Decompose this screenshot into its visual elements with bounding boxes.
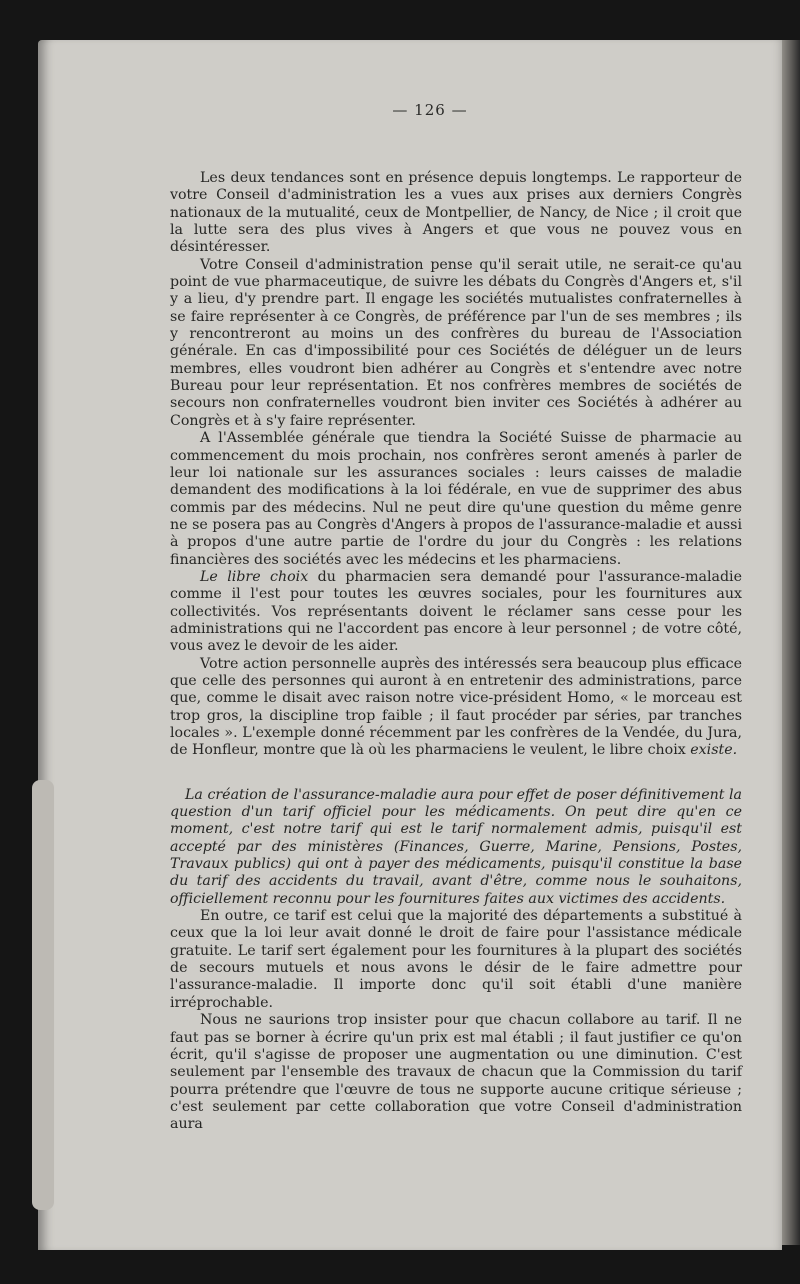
page-header (0, 101, 800, 119)
paper-damage (32, 780, 54, 1210)
paragraph-libre-choix (170, 569, 742, 656)
page-number: — 126 — (392, 101, 468, 119)
paragraph-text: Votre action personnelle auprès des intéressés sera beaucoup plus efficace que celle des personnes qui auront à en entretenir des administrations, parce que, comme le disait avec raison notre vice-président Homo, « le morceau est trop gros, la discipline trop faible ; il faut procéder par séries, par tranches locales ». L'exemple donné récemment par les confrères de la Vendée, du Jura, de Honfleur, montre que là où les pharmaciens le veulent, le libre choix (170, 655, 742, 759)
paragraph: A l'Assemblée générale que tiendra la Société Suisse de pharmacie au commencement du mois prochain, nos confrères seront amenés à parler de leur loi nationale sur les assurances sociales : leurs caisses de maladie demandent des modifications à la loi fédérale, en vue de supprimer des abus commis par des médecins. Nul ne peut dire qu'une question du même genre ne se posera pas au Congrès d'Angers à propos de l'assurance-maladie et aussi à propos d'une autre partie de l'ordre du jour du Congrès : les relations financières des sociétés avec les médecins et les pharmaciens. (170, 430, 742, 568)
emphasis: existe. (690, 742, 738, 759)
book-edge (780, 40, 800, 1245)
body-text (170, 170, 742, 1134)
paragraph-text: du pharmacien sera demandé pour l'assurance-maladie comme il l'est pour toutes les œuvres sociales, pour les fournitures aux collectivités. Vos représentants doivent le réclamer sans cesse pour les administrations qui ne l'accordent pas encore à leur personnel ; de votre côté, vous avez le devoir de les aider. (170, 568, 742, 655)
paragraph: Les deux tendances sont en présence depuis longtemps. Le rapporteur de votre Conseil d'administration les a vues aux prises aux derniers Congrès nationaux de la mutualité, ceux de Montpellier, de Nancy, de Nice ; il croit que la lutte sera des plus vives à Angers et que vous ne pouvez vous en désintéresser. (170, 170, 742, 256)
emphasis: Le libre choix (200, 568, 309, 585)
paragraph: Votre Conseil d'administration pense qu'il serait utile, ne serait-ce qu'au point de vue pharmaceutique, de suivre les débats du Congrès d'Angers et, s'il y a lieu, d'y prendre part. Il engage les sociétés mutualistes confraternelles à se faire représenter à ce Congrès, de préférence par l'un de ses membres ; ils y rencontreront au moins un des confrères du bureau de l'Association générale. En cas d'impossibilité pour ces Sociétés de déléguer un de leurs membres, elles voudront bien adhérer au Congrès et s'entendre avec notre Bureau pour leur représentation. Et nos confrères membres de sociétés de secours non confraternelles voudront bien inviter ces Sociétés à adhérer au Congrès et à s'y faire représenter. (170, 256, 742, 429)
paragraph-action (170, 656, 742, 760)
paragraph: En outre, ce tarif est celui que la majorité des départements a substitué à ceux que la loi leur avait donné le droit de faire pour l'assistance médicale gratuite. Le tarif sert également pour les fournitures à la plupart des sociétés de secours mutuels et nous avons le désir de le faire admettre pour l'assurance-maladie. Il importe donc qu'il soit établi d'une manière irréprochable. (170, 908, 742, 1011)
italic-paragraph: La création de l'assurance-maladie aura pour effet de poser définitivement la question d'un tarif officiel pour les médicaments. On peut dire qu'en ce moment, c'est notre tarif qui est le tarif normalement admis, puisqu'il est accepté par des ministères (Finances, Guerre, Marine, Pensions, Postes, Travaux publics) qui ont à payer des médicaments, puisqu'il constitue la base du tarif des accidents du travail, avant d'être, comme nous le souhaitons, officiellement reconnu pour les fournitures faites aux victimes des accidents. (170, 786, 742, 907)
paragraph: Nous ne saurions trop insister pour que chacun collabore au tarif. Il ne faut pas se borner à écrire qu'un prix est mal établi ; il faut justifier ce qu'on écrit, qu'il s'agisse de proposer une augmentation ou une diminution. C'est seulement par l'ensemble des travaux de chacun que la Commission du tarif pourra prétendre que l'œuvre de tous ne supporte aucune critique sérieuse ; c'est seulement par cette collaboration que votre Conseil d'administration aura (170, 1012, 742, 1133)
